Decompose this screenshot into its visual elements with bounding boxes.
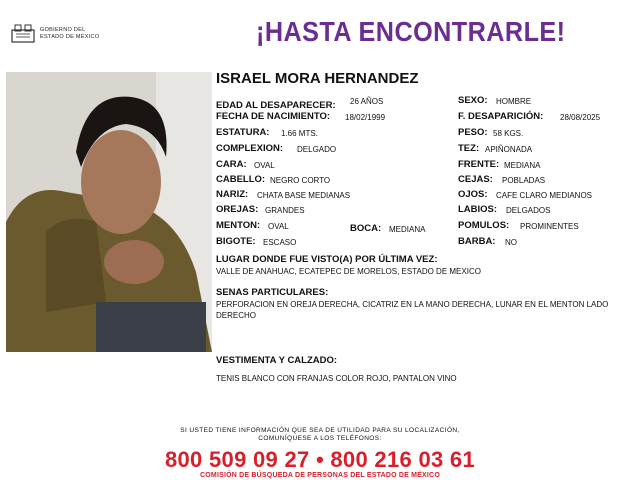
- field-label-estatura: ESTATURA:: [216, 127, 270, 138]
- contact-note-line2: COMUNÍQUESE A LOS TELÉFONOS:: [258, 435, 382, 442]
- field-value-edad: 26 AÑOS: [350, 97, 384, 106]
- phone-numbers: 800 509 09 27 • 800 216 03 61: [164, 447, 475, 472]
- field-value-pomulos: PROMINENTES: [520, 222, 579, 231]
- vestimenta-label: VESTIMENTA Y CALZADO:: [216, 355, 338, 366]
- field-label-peso: PESO:: [458, 127, 488, 138]
- field-value-sexo: HOMBRE: [496, 97, 532, 106]
- field-value-tez: APIÑONADA: [485, 145, 533, 154]
- headline: ¡HASTA ENCONTRARLE!: [256, 16, 566, 47]
- field-label-complexion: COMPLEXION:: [216, 143, 284, 154]
- field-value-fecha-nac: 18/02/1999: [345, 113, 386, 122]
- person-photo: [6, 72, 212, 352]
- lugar-value: VALLE DE ANAHUAC, ECATEPEC DE MORELOS, ESTADO DE MEXICO: [216, 267, 481, 276]
- field-value-f-desaparicion: 28/08/2025: [560, 113, 601, 122]
- field-label-barba: BARBA:: [458, 236, 496, 247]
- field-value-nariz: CHATA BASE MEDIANAS: [257, 191, 351, 200]
- field-label-f-desaparicion: F. DESAPARICIÓN:: [458, 111, 544, 122]
- contact-note-line1: SI USTED TIENE INFORMACIÓN QUE SEA DE UTILIDAD PARA SU LOCALIZACIÓN,: [180, 427, 460, 434]
- field-label-bigote: BIGOTE:: [216, 236, 256, 247]
- field-label-orejas: OREJAS:: [216, 204, 259, 215]
- logo-text-line1: GOBIERNO DEL: [40, 27, 86, 33]
- field-label-nariz: NARIZ:: [216, 189, 249, 200]
- field-value-bigote: ESCASO: [263, 238, 297, 247]
- person-name: ISRAEL MORA HERNANDEZ: [216, 70, 419, 87]
- field-value-complexion: DELGADO: [297, 145, 337, 154]
- photo-illustration: [6, 72, 212, 352]
- field-label-sexo: SEXO:: [458, 95, 488, 106]
- field-value-menton: OVAL: [268, 222, 289, 231]
- field-label-cejas: CEJAS:: [458, 174, 493, 185]
- field-label-fecha-nac: FECHA DE NACIMIENTO:: [216, 111, 330, 122]
- field-label-pomulos: POMULOS:: [458, 220, 510, 231]
- field-label-menton: MENTON:: [216, 220, 261, 231]
- field-label-ojos: OJOS:: [458, 189, 488, 200]
- field-label-frente: FRENTE:: [458, 159, 500, 170]
- field-label-cara: CARA:: [216, 159, 247, 170]
- field-label: EDAD AL DESAPARECER:: [216, 100, 336, 111]
- logo-text-line2: ESTADO DE MÉXICO: [40, 34, 100, 40]
- senas-value: PERFORACION EN OREJA DERECHA, CICATRIZ EN LA MANO DERECHA, LUNAR EN EL MENTON LADO DERECHO: [216, 300, 609, 320]
- field-value-cara: OVAL: [254, 161, 275, 170]
- field-label-labios: LABIOS:: [458, 204, 498, 215]
- field-value-peso: 58 KGS.: [493, 129, 524, 138]
- field-value-estatura: 1.66 MTS.: [281, 129, 318, 138]
- field-value-labios: DELGADOS: [506, 206, 551, 215]
- field-label-tez: TEZ:: [458, 143, 480, 154]
- state-emblem-icon: [10, 22, 36, 44]
- senas-label: SENAS PARTICULARES:: [216, 287, 329, 298]
- field-value-boca: MEDIANA: [389, 225, 426, 234]
- field-value-cabello: NEGRO CORTO: [270, 176, 331, 185]
- field-value-barba: NO: [505, 238, 517, 247]
- field-value-ojos: CAFE CLARO MEDIANOS: [496, 191, 593, 200]
- field-label-cabello: CABELLO:: [216, 174, 266, 185]
- field-value-orejas: GRANDES: [265, 206, 305, 215]
- field-value-cejas: POBLADAS: [502, 176, 546, 185]
- footer-commission: COMISIÓN DE BÚSQUEDA DE PERSONAS DEL ESTADO DE MÉXICO: [200, 472, 440, 479]
- vestimenta-value: TENIS BLANCO CON FRANJAS COLOR ROJO, PANTALON VINO: [216, 374, 457, 383]
- field-value-frente: MEDIANA: [504, 161, 541, 170]
- government-logo: [10, 20, 120, 46]
- lugar-label: LUGAR DONDE FUE VISTO(A) POR ÚLTIMA VEZ:: [216, 254, 438, 265]
- field-label-boca: BOCA:: [350, 223, 382, 234]
